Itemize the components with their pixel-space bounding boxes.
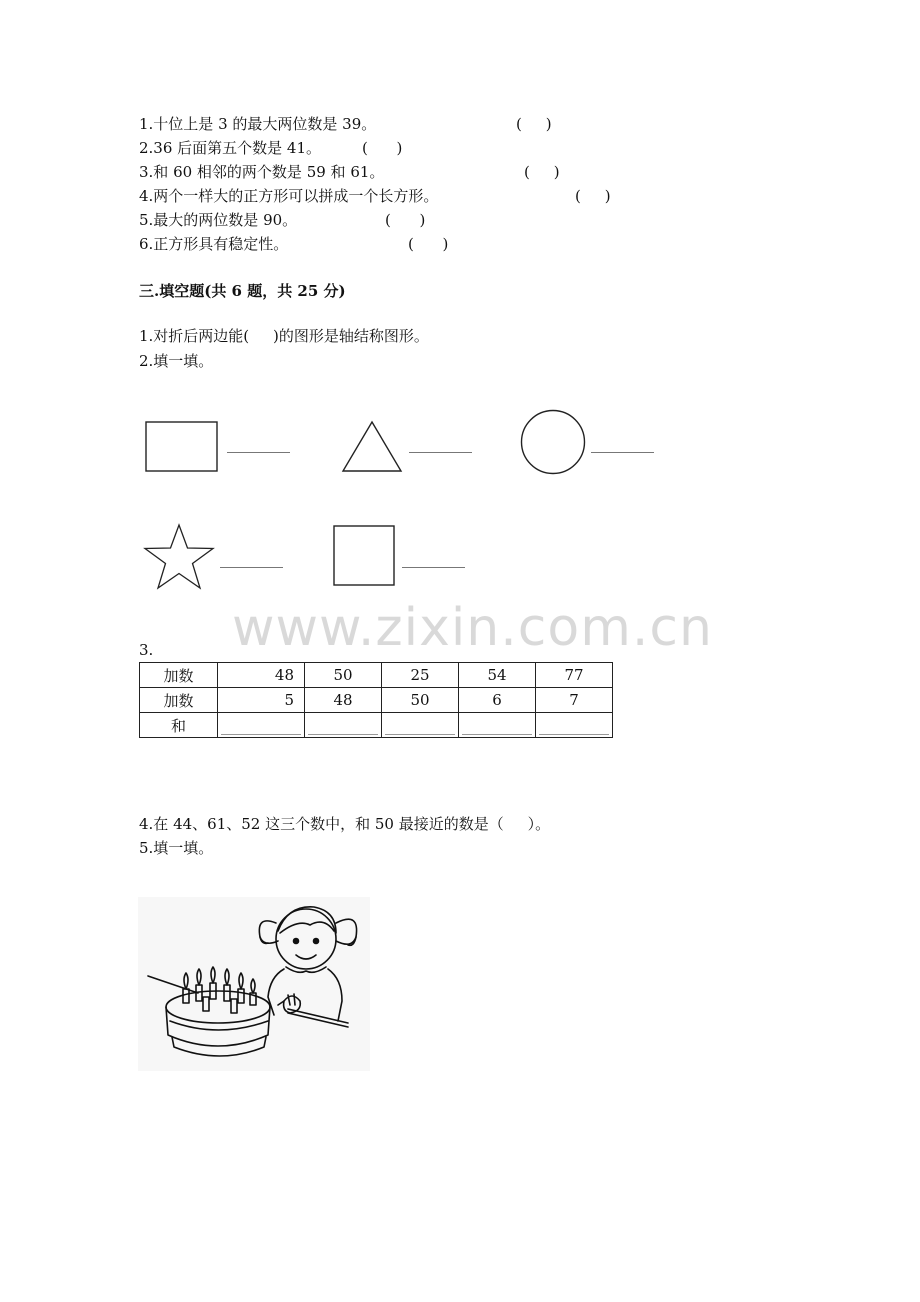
table-row bbox=[140, 688, 613, 713]
table-cell: 48 bbox=[305, 688, 382, 713]
answer-blank-square[interactable] bbox=[402, 567, 465, 568]
answer-paren-6[interactable]: ( ) bbox=[408, 235, 449, 253]
table-row bbox=[140, 713, 613, 738]
answer-paren-4[interactable]: ( ) bbox=[575, 187, 611, 205]
judge-item-1: 1.十位上是 3 的最大两位数是 39。 bbox=[139, 115, 377, 133]
table-row bbox=[140, 663, 613, 688]
section-title: 三.填空题(共 6 题，共 25 分) bbox=[139, 282, 346, 300]
answer-paren-1[interactable]: ( ) bbox=[516, 115, 552, 133]
question-5: 5.填一填。 bbox=[139, 839, 214, 857]
question-1: 1.对折后两边能( )的图形是轴结称图形。 bbox=[139, 327, 429, 345]
judge-item-2: 2.36 后面第五个数是 41。 bbox=[139, 139, 322, 157]
circle-icon bbox=[519, 408, 587, 476]
judge-item-3: 3.和 60 相邻的两个数是 59 和 61。 bbox=[139, 163, 385, 181]
question-2: 2.填一填。 bbox=[139, 352, 214, 370]
addition-table bbox=[139, 662, 613, 738]
birthday-girl-illustration bbox=[138, 897, 370, 1071]
table-cell: 25 bbox=[382, 663, 459, 688]
triangle-icon bbox=[341, 420, 403, 474]
judge-item-6: 6.正方形具有稳定性。 bbox=[139, 235, 289, 253]
answer-blank-circle[interactable] bbox=[591, 452, 654, 453]
judge-item-5: 5.最大的两位数是 90。 bbox=[139, 211, 298, 229]
table-cell: 6 bbox=[459, 688, 536, 713]
sum-answer-cell[interactable] bbox=[305, 713, 382, 738]
table-cell: 50 bbox=[382, 688, 459, 713]
table-cell: 54 bbox=[459, 663, 536, 688]
answer-blank-triangle[interactable] bbox=[409, 452, 472, 453]
question-4: 4.在 44、61、52 这三个数中，和 50 最接近的数是（ ）。 bbox=[139, 815, 551, 833]
table-cell: 50 bbox=[305, 663, 382, 688]
row-label-sum: 和 bbox=[140, 713, 218, 738]
answer-paren-5[interactable]: ( ) bbox=[385, 211, 426, 229]
answer-blank-rectangle[interactable] bbox=[227, 452, 290, 453]
answer-blank-star[interactable] bbox=[220, 567, 283, 568]
sum-answer-cell[interactable] bbox=[382, 713, 459, 738]
answer-paren-3[interactable]: ( ) bbox=[524, 163, 560, 181]
table-cell: 77 bbox=[536, 663, 613, 688]
answer-paren-2[interactable]: ( ) bbox=[362, 139, 403, 157]
rectangle-icon bbox=[145, 421, 219, 473]
sum-answer-cell[interactable] bbox=[218, 713, 305, 738]
star-icon bbox=[141, 522, 217, 592]
judge-item-4: 4.两个一样大的正方形可以拼成一个长方形。 bbox=[139, 187, 439, 205]
watermark: www.zixin.com.cn bbox=[232, 598, 713, 658]
sum-answer-cell[interactable] bbox=[536, 713, 613, 738]
sum-answer-cell[interactable] bbox=[459, 713, 536, 738]
square-icon bbox=[333, 525, 397, 587]
row-label-addend-1: 加数 bbox=[140, 663, 218, 688]
table-cell: 5 bbox=[218, 688, 305, 713]
table-cell: 7 bbox=[536, 688, 613, 713]
question-3: 3. bbox=[139, 641, 154, 659]
table-cell: 48 bbox=[218, 663, 305, 688]
row-label-addend-2: 加数 bbox=[140, 688, 218, 713]
